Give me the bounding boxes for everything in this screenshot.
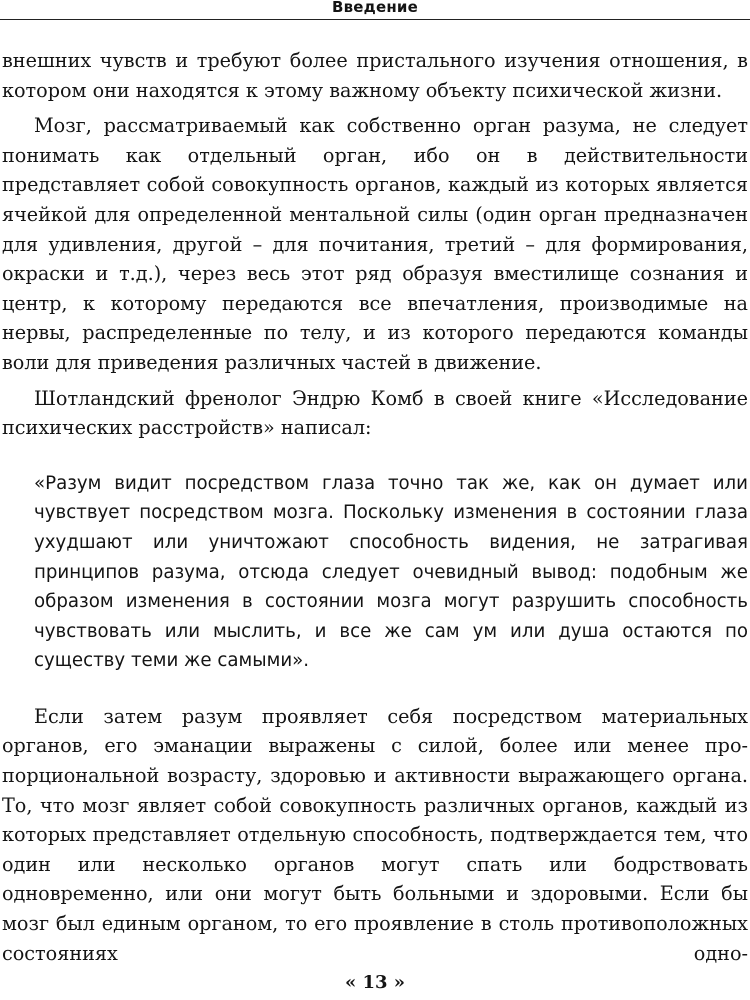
running-head [0,0,750,20]
header-rule [0,19,750,20]
paragraph-combe-intro: Шотландский френолог Эндрю Комб в своей книге «Исследование психических расстройств» написал: [2,386,748,440]
page-body [2,46,748,968]
paragraph-continuation: внешних чувств и требуют более пристального изучения отношения, в котором они находятся к этому важному объекту психической жизни. [2,49,748,102]
page-number: « 13 » [344,972,406,993]
paragraph-brain-organs: Мозг, рассматриваемый как собственно орган разума, не следует понимать как отдельный орган, ибо он в действительности представляет собой совокупность органов, каждый из которых является ячейкой для определенной ментальной силы (один орган предназначен для удивления, другой – для почитания, третий – для формирования, окраски и т.д.), через весь этот ряд образуя вместилище сознания и центр, к которому передаются все впечатления, производимые на нервы, распределенные по телу, и из которого передаются команды воли для приведения различных частей в движение. [2,114,748,374]
running-head-title: Введение [331,0,419,16]
paragraph-final: Если затем разум проявляет себя посредством материальных органов, его эманации выражены с силой, более или менее пропорциональной возрасту, здоровью и активности выражающего органа. То, что мозг являет собой совокупность различных органов, каждый из которых представляет отдельную способность, подтверждается тем, что один или несколько органов могут спать или бодрствовать одновременно, или они могут быть больными и здоровыми. Если бы мозг был единым органом, то его проявление в столь противоположных состояниях одно- [2,704,748,965]
block-quote: «Разум видит посредством глаза точно так же, как он думает или чувствует посредством мозга. Поскольку изменения в состоянии глаза ухудшают или уничтожают способность видения, не затрагивая принципов разума, отсюда следует очевидный вывод: подобным же образом изменения в состоянии мозга могут разрушить способность чувствовать или мыслить, и все же сам ум или душа остаются по существу теми же самыми». [34,472,748,672]
